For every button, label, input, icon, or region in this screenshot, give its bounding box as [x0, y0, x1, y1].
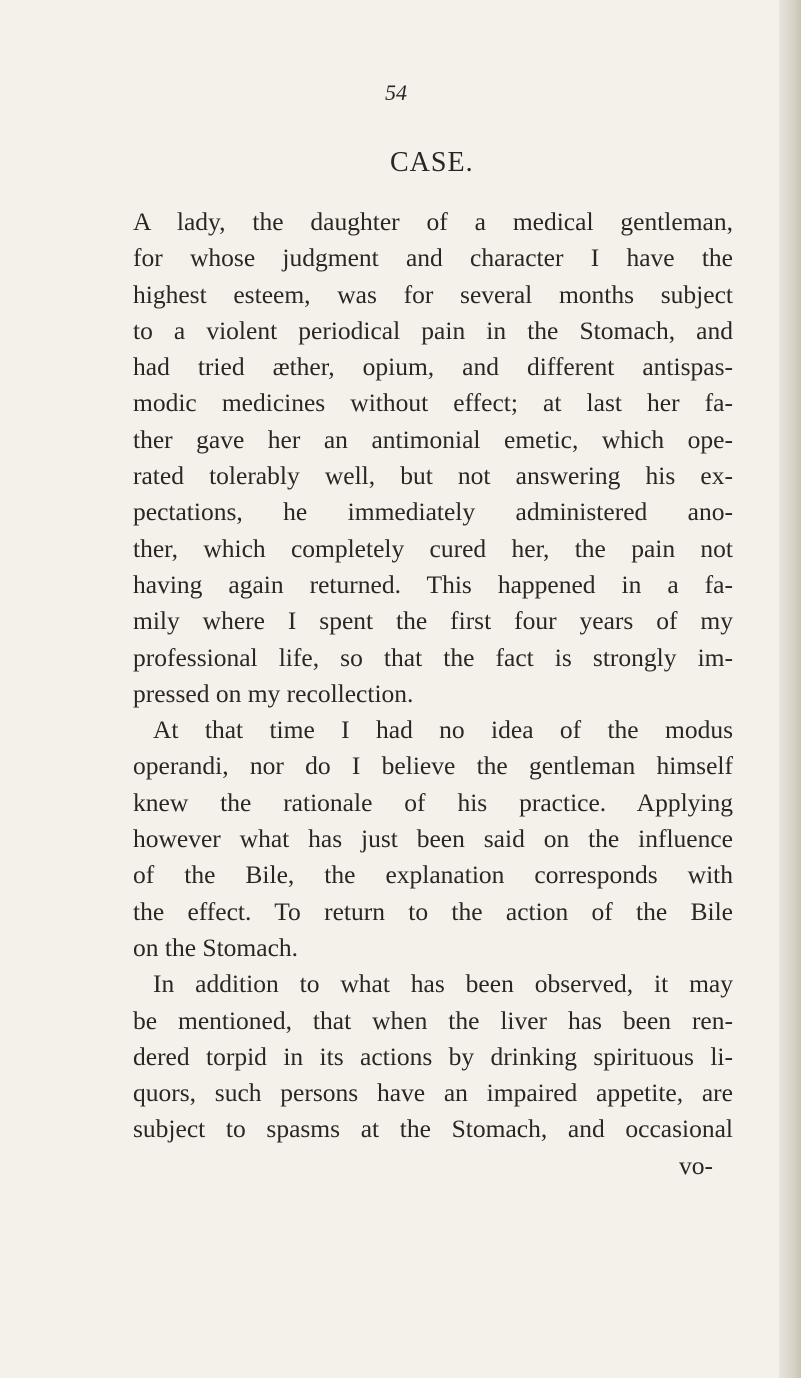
text-line: mily where I spent the first four years of my	[133, 606, 733, 636]
text-line: operandi, nor do I believe the gentleman himself	[133, 751, 733, 781]
text-line: At that time I had no idea of the modus	[153, 715, 733, 745]
text-line: ther, which completely cured her, the pain not	[133, 533, 733, 563]
text-line: pressed on my recollection.	[133, 678, 414, 708]
text-line: ther gave her an antimonial emetic, which ope-	[133, 424, 733, 454]
text-line: knew the rationale of his practice. Applying	[133, 787, 733, 817]
text-line: for whose judgment and character I have the	[133, 243, 733, 273]
section-heading: CASE.	[390, 147, 474, 178]
text-line: pectations, he immediately administered ano-	[133, 497, 733, 527]
text-line: of the Bile, the explanation corresponds with	[133, 860, 733, 890]
text-line: rated tolerably well, but not answering his ex-	[133, 461, 733, 491]
text-line: subject to spasms at the Stomach, and occasional	[133, 1114, 733, 1144]
text-line: In addition to what has been observed, it may	[153, 969, 733, 999]
text-line: to a violent periodical pain in the Stomach, and	[133, 315, 733, 345]
page-number: 54	[385, 80, 407, 105]
text-line: dered torpid in its actions by drinking spirituous li-	[133, 1041, 733, 1071]
text-line: A lady, the daughter of a medical gentleman,	[133, 207, 733, 236]
text-line: on the Stomach.	[133, 932, 299, 962]
text-line: the effect. To return to the action of the Bile	[133, 896, 733, 926]
body-text	[133, 204, 733, 1184]
text-line: be mentioned, that when the liver has been ren-	[133, 1005, 733, 1035]
text-line: highest esteem, was for several months subject	[133, 279, 733, 309]
text-line: quors, such persons have an impaired appetite, are	[133, 1078, 733, 1108]
text-line: professional life, so that the fact is strongly im-	[133, 642, 733, 672]
page-edge-shadow	[779, 0, 801, 1378]
text-line: however what has just been said on the influence	[133, 824, 733, 854]
text-line: had tried æther, opium, and different antispas-	[133, 352, 733, 382]
catchword: vo-	[679, 1150, 713, 1180]
text-line: having again returned. This happened in a fa-	[133, 569, 733, 599]
text-line: modic medicines without effect; at last her fa-	[133, 388, 733, 418]
